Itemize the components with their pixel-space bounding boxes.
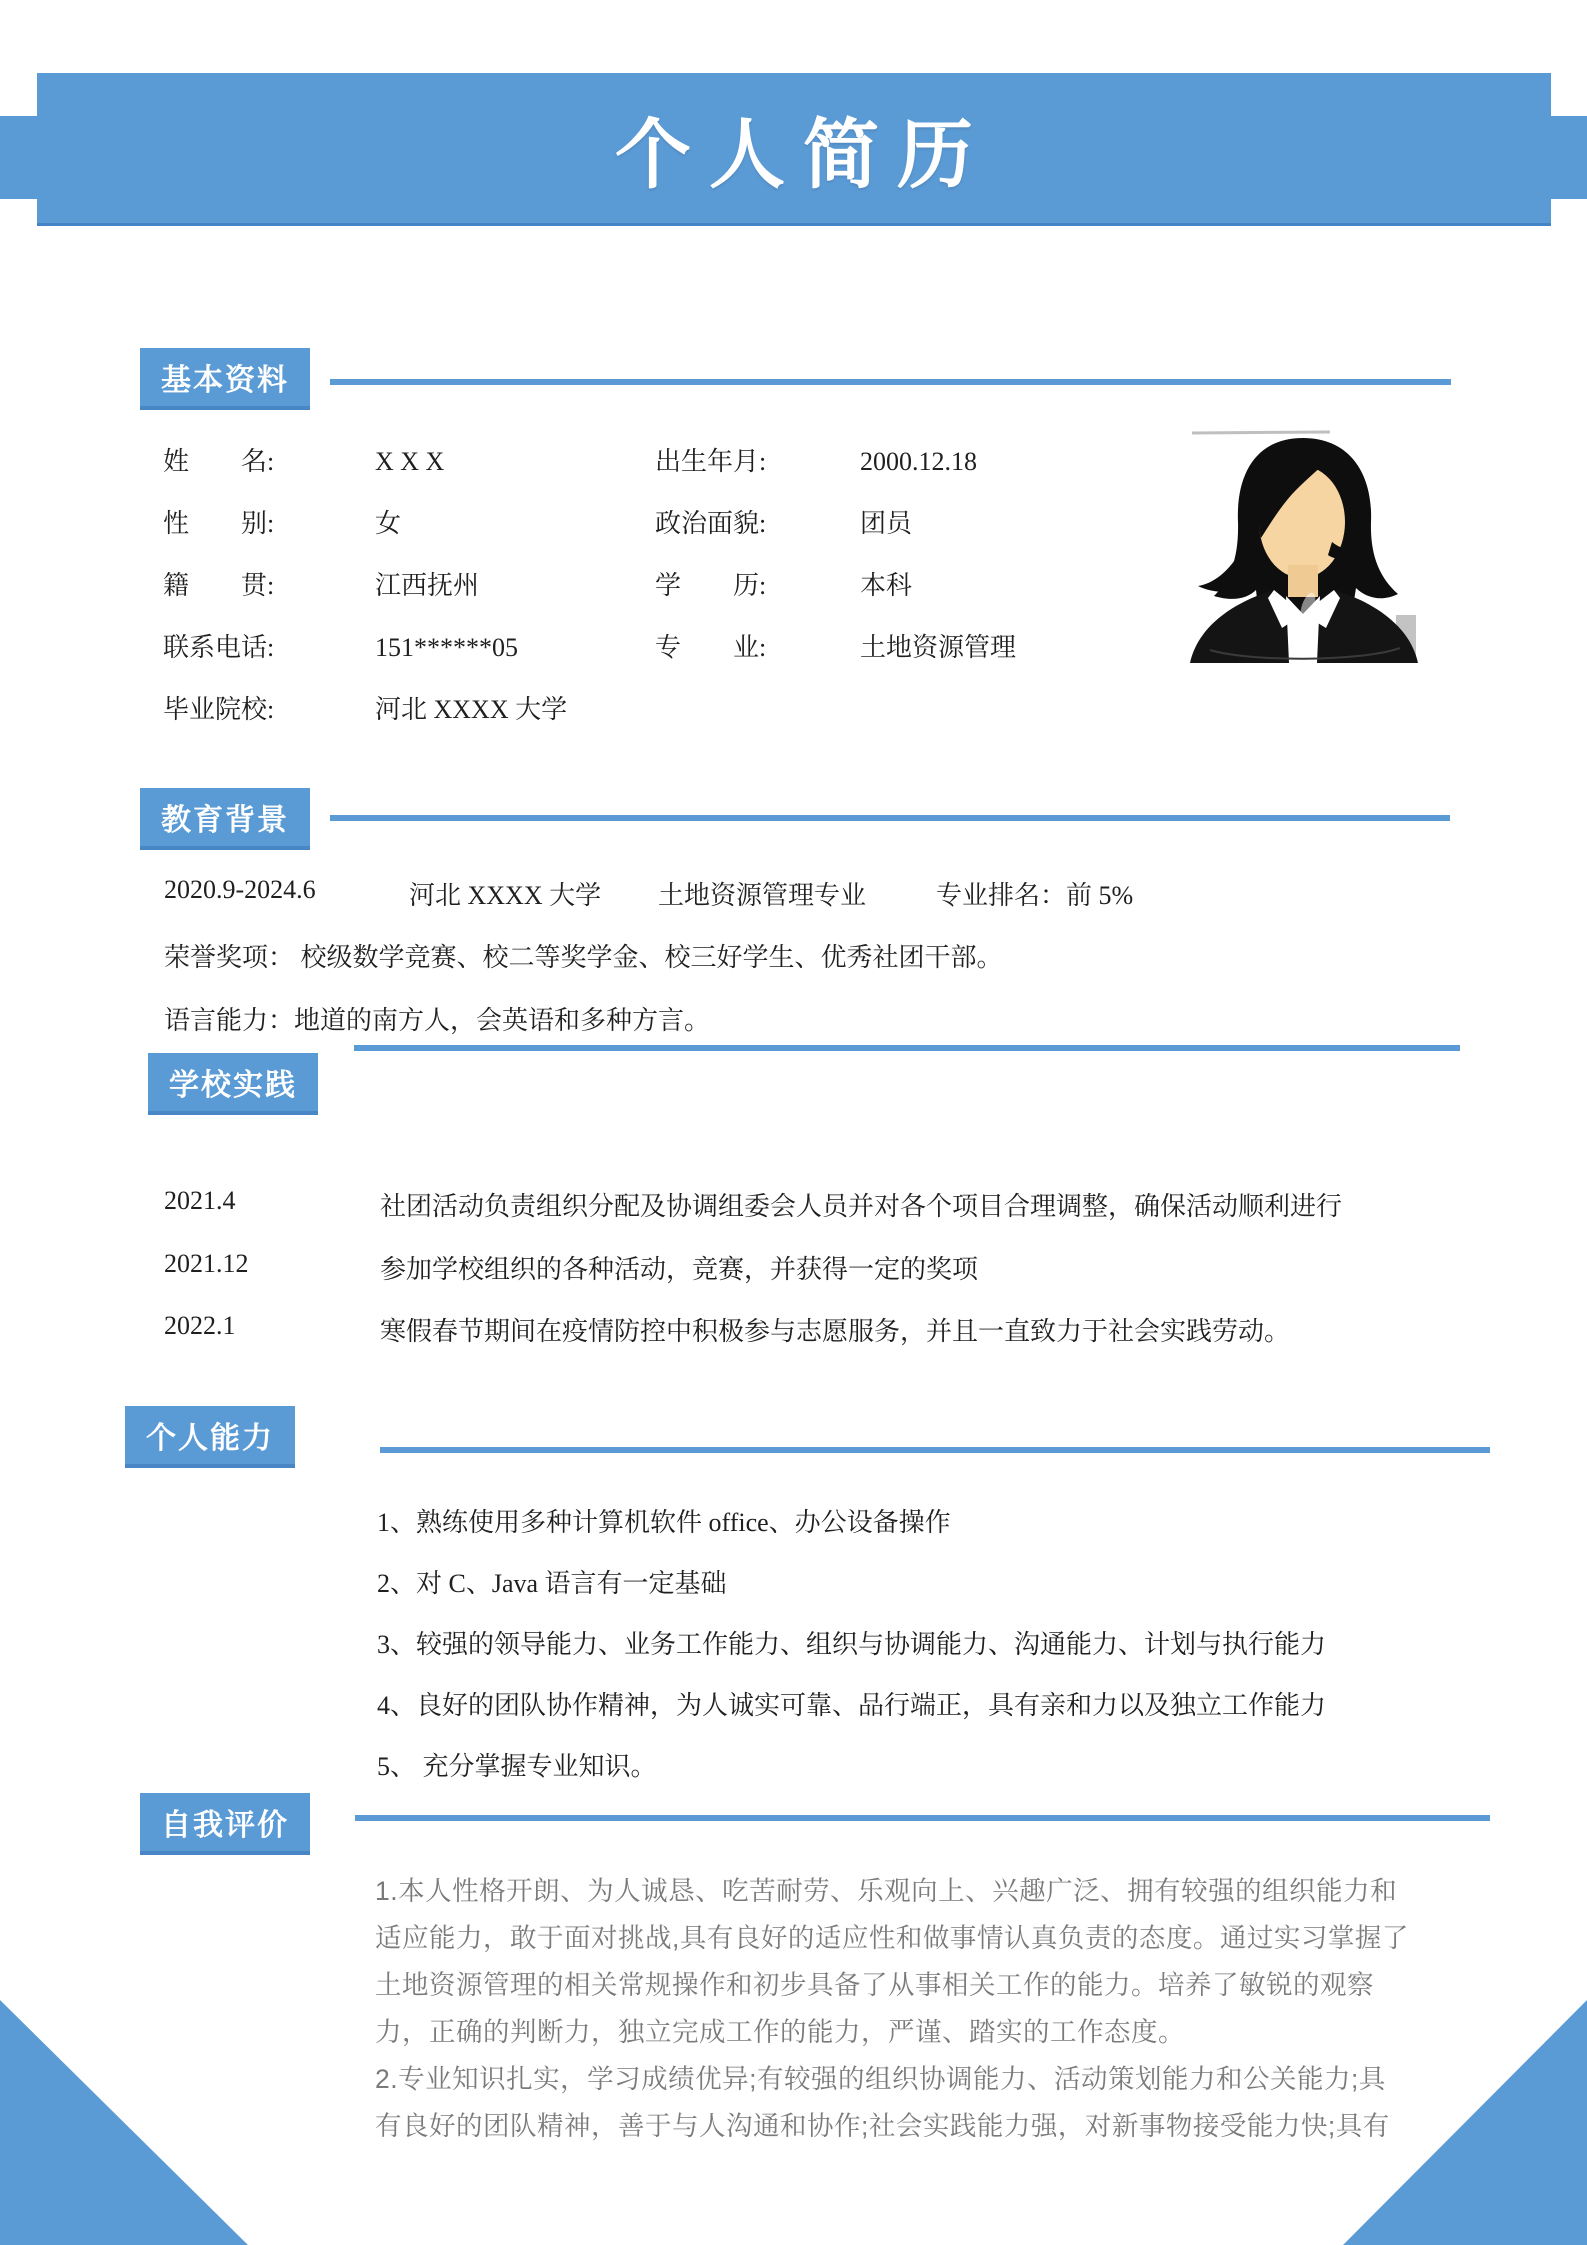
section-heading-basic-label: 基本资料 xyxy=(161,364,289,397)
section-heading-basic xyxy=(140,348,310,410)
education-honors: 荣誉奖项： 校级数学竞赛、校二等奖学金、校三好学生、优秀社团干部。 xyxy=(164,943,1003,972)
practice-desc-3: 寒假春节期间在疫情防控中积极参与志愿服务，并且一直致力于社会实践劳动。 xyxy=(380,1317,1291,1346)
basic-row-major xyxy=(655,627,1016,664)
basic-label-major: 专 业: xyxy=(655,633,767,662)
basic-row-phone xyxy=(163,627,518,664)
basic-label-phone: 联系电话: xyxy=(163,633,275,662)
evaluation-line-5: 2.专业知识扎实，学习成绩优异;有较强的组织协调能力、活动策划能力和公关能力;具 xyxy=(375,2064,1386,2094)
basic-label-gender: 性 别: xyxy=(163,509,275,538)
ability-item-5: 5、 充分掌握专业知识。 xyxy=(377,1752,657,1781)
education-school: 河北 XXXX 大学 xyxy=(409,881,602,910)
section-heading-practice xyxy=(148,1053,318,1115)
basic-row-political xyxy=(655,503,912,540)
evaluation-line-6: 有良好的团队精神，善于与人沟通和协作;社会实践能力强，对新事物接受能力快;具有 xyxy=(375,2111,1390,2141)
basic-label-hometown: 籍 贯: xyxy=(163,571,275,600)
profile-photo xyxy=(1190,430,1420,663)
basic-label-birth: 出生年月: xyxy=(655,447,767,476)
ability-item-2: 2、对 C、Java 语言有一定基础 xyxy=(377,1569,727,1598)
basic-row-name xyxy=(163,441,444,478)
practice-desc-2: 参加学校组织的各种活动，竞赛，并获得一定的奖项 xyxy=(380,1255,979,1284)
basic-value-hometown: 江西抚州 xyxy=(375,571,480,600)
education-rank: 专业排名：前 5% xyxy=(936,881,1134,910)
basic-label-degree: 学 历: xyxy=(655,571,767,600)
basic-value-gender: 女 xyxy=(375,509,402,538)
practice-desc-1: 社团活动负责组织分配及协调组委会人员并对各个项目合理调整，确保活动顺利进行 xyxy=(380,1192,1343,1221)
bottom-left-triangle-decoration xyxy=(0,2000,248,2245)
basic-row-birth xyxy=(655,441,977,478)
section-rule-basic xyxy=(330,379,1451,385)
section-rule-evaluation xyxy=(355,1815,1490,1821)
section-rule-education xyxy=(330,815,1450,821)
basic-value-name: X X X xyxy=(375,447,445,476)
ability-item-3: 3、较强的领导能力、业务工作能力、组织与协调能力、沟通能力、计划与执行能力 xyxy=(377,1630,1327,1659)
section-heading-education-label: 教育背景 xyxy=(161,804,289,837)
basic-row-hometown xyxy=(163,565,479,602)
section-heading-evaluation-label: 自我评价 xyxy=(161,1809,289,1842)
page-title: 个人简历 xyxy=(615,113,991,198)
section-heading-practice-label: 学校实践 xyxy=(169,1069,297,1102)
basic-value-political: 团员 xyxy=(860,509,913,538)
education-major: 土地资源管理专业 xyxy=(658,881,867,910)
ability-item-1: 1、熟练使用多种计算机软件 office、办公设备操作 xyxy=(377,1508,951,1537)
basic-value-major: 土地资源管理 xyxy=(860,633,1017,662)
practice-date-2: 2021.12 xyxy=(164,1249,249,1278)
basic-value-degree: 本科 xyxy=(860,571,913,600)
section-heading-evaluation xyxy=(140,1793,310,1855)
basic-row-gender xyxy=(163,503,401,540)
section-rule-practice xyxy=(354,1045,1460,1051)
section-heading-education xyxy=(140,788,310,850)
basic-value-school: 河北 XXXX 大学 xyxy=(375,695,568,724)
practice-date-3: 2022.1 xyxy=(164,1311,236,1340)
basic-label-name: 姓 名: xyxy=(163,447,275,476)
evaluation-line-1: 1.本人性格开朗、为人诚恳、吃苦耐劳、乐观向上、兴趣广泛、拥有较强的组织能力和 xyxy=(375,1876,1398,1906)
basic-value-birth: 2000.12.18 xyxy=(860,447,977,476)
basic-label-school: 毕业院校: xyxy=(163,695,275,724)
header-banner xyxy=(37,73,1551,226)
evaluation-line-4: 力，正确的判断力，独立完成工作的能力，严谨、踏实的工作态度。 xyxy=(375,2017,1185,2047)
section-heading-ability-label: 个人能力 xyxy=(146,1422,274,1455)
basic-row-school xyxy=(163,689,567,726)
evaluation-line-3: 土地资源管理的相关常规操作和初步具备了从事相关工作的能力。培养了敏锐的观察 xyxy=(375,1970,1374,2000)
female-avatar-icon xyxy=(1190,430,1420,663)
education-language: 语言能力：地道的南方人，会英语和多种方言。 xyxy=(164,1006,711,1035)
basic-value-phone: 151******05 xyxy=(375,633,518,662)
ability-item-4: 4、良好的团队协作精神，为人诚实可靠、品行端正，具有亲和力以及独立工作能力 xyxy=(377,1691,1327,1720)
section-heading-ability xyxy=(125,1406,295,1468)
section-rule-ability xyxy=(380,1447,1490,1453)
practice-date-1: 2021.4 xyxy=(164,1186,236,1215)
basic-row-degree xyxy=(655,565,912,602)
evaluation-line-2: 适应能力，敢于面对挑战,具有良好的适应性和做事情认真负责的态度。通过实习掌握了 xyxy=(375,1923,1409,1953)
education-period: 2020.9-2024.6 xyxy=(164,875,316,904)
basic-label-political: 政治面貌: xyxy=(655,509,767,538)
